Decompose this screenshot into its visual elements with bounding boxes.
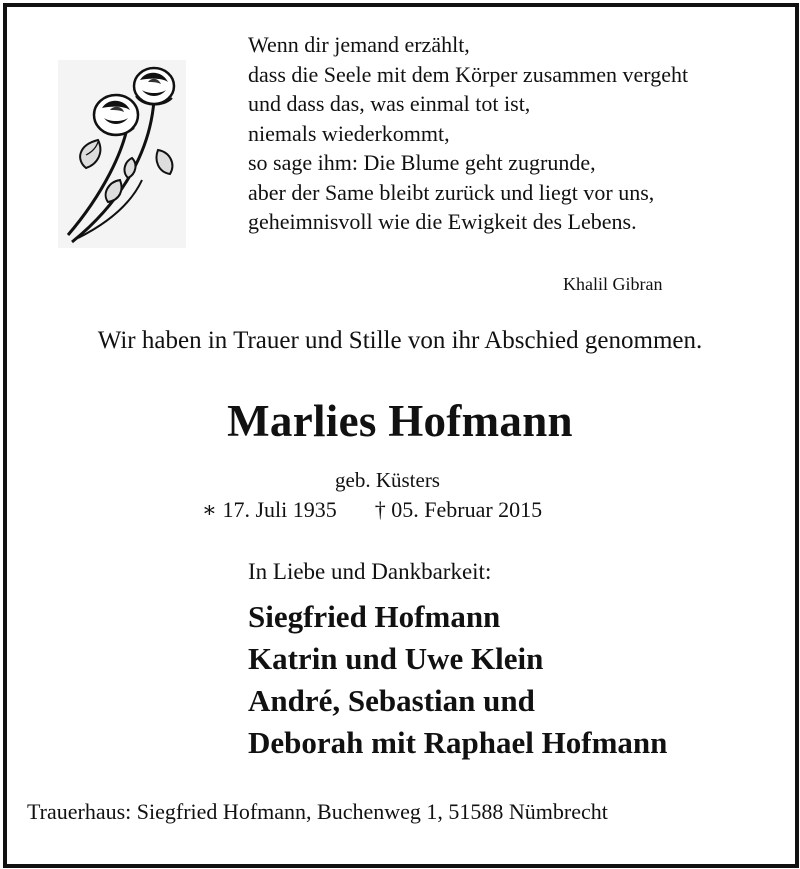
death-date: † 05. Februar 2015 (374, 497, 543, 522)
trauerhaus-address: Trauerhaus: Siegfried Hofmann, Buchenweg 1, 51588 Nümbrecht (27, 799, 608, 824)
poem-line: aber der Same bleibt zurück und liegt vor uns, (248, 179, 655, 205)
poem-line: Wenn dir jemand erzählt, (248, 32, 470, 57)
life-dates (202, 497, 542, 523)
mourner-line: Siegfried Hofmann (248, 599, 501, 634)
poem-line: geheimnisvoll wie die Ewigkeit des Lebens. (248, 209, 637, 234)
mourners-list (248, 596, 667, 764)
mourner-line: Katrin und Uwe Klein (248, 641, 544, 676)
poem-line: niemals wiederkommt, (248, 120, 450, 146)
poem-author: Khalil Gibran (563, 274, 663, 294)
poem-line: dass die Seele mit dem Körper zusammen vergeht (248, 61, 689, 87)
mourner-line: Deborah mit Raphael Hofmann (248, 725, 668, 760)
poem (248, 30, 688, 237)
poem-line: und dass das, was einmal tot ist, (248, 91, 531, 116)
thanks-line: In Liebe und Dankbarkeit: (248, 559, 492, 584)
poem-line: so sage ihm: Die Blume geht zugrunde, (248, 150, 596, 175)
intro-text: Wir haben in Trauer und Stille von ihr Abschied genommen. (97, 327, 703, 354)
deceased-name: Marlies Hofmann (227, 396, 573, 446)
roses-icon (58, 60, 186, 248)
birth-date: ∗ 17. Juli 1935 (202, 497, 337, 522)
mourner-line: André, Sebastian und (248, 683, 535, 718)
maiden-name: geb. Küsters (335, 468, 440, 492)
